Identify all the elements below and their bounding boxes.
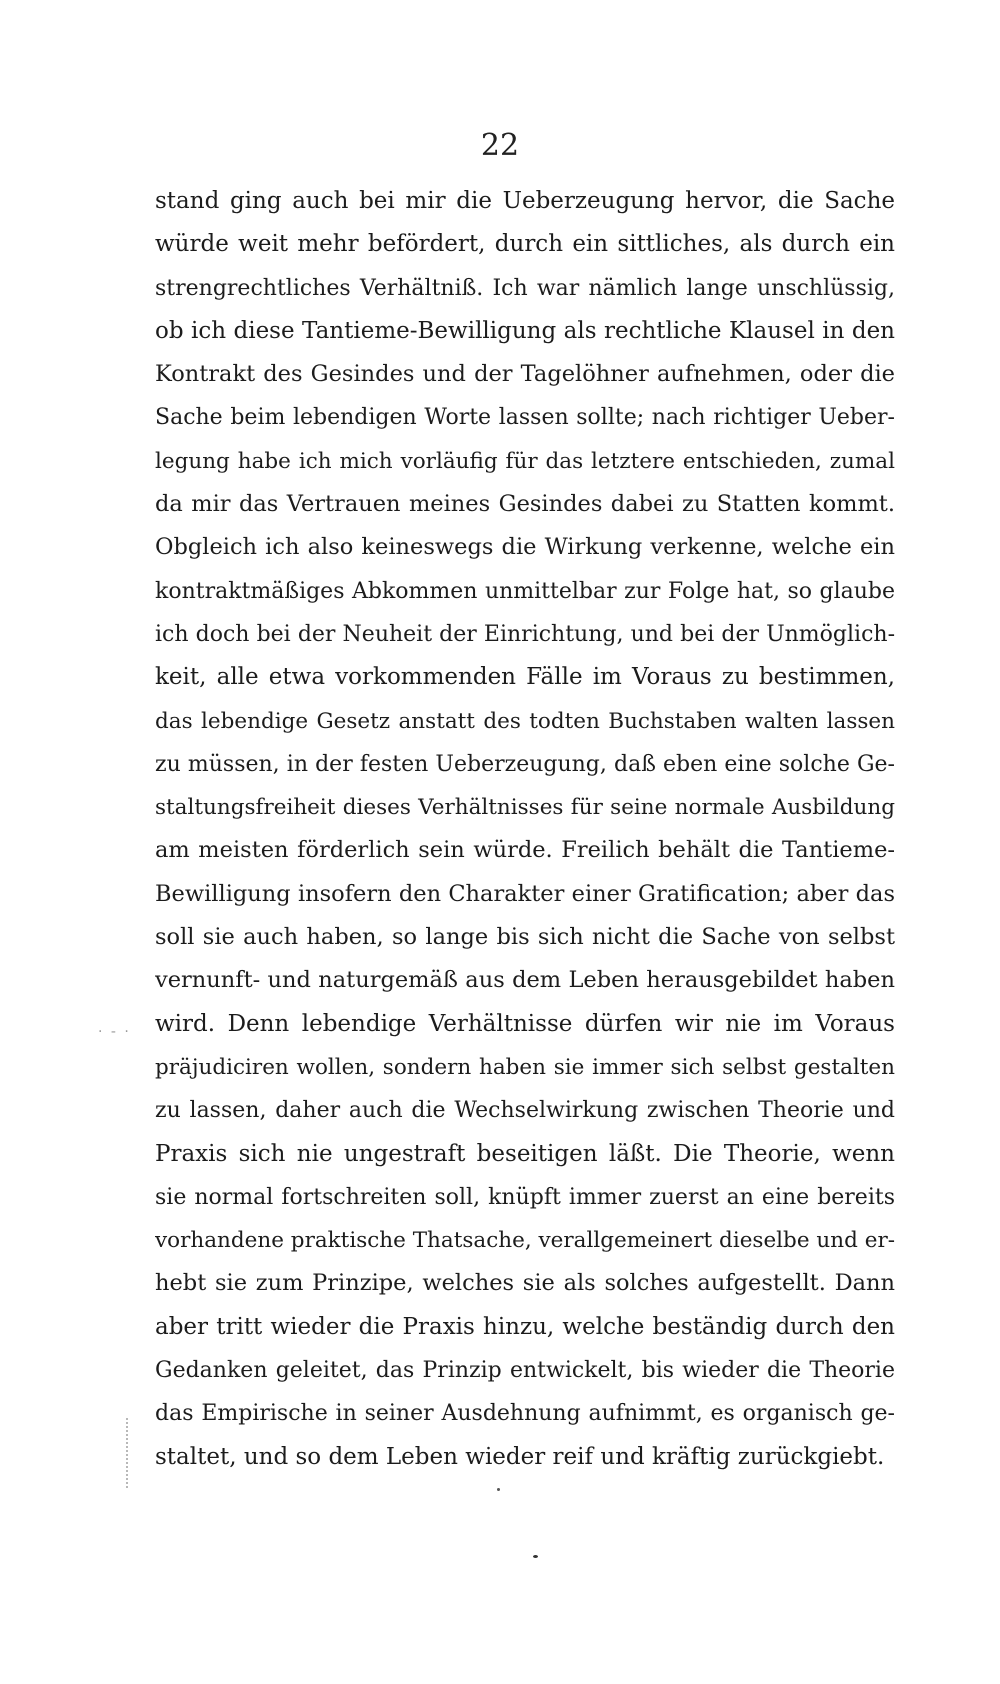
text-line: Sache beim lebendigen Worte lassen sollte; nach richtiger Ueber- <box>155 405 895 431</box>
text-line: würde weit mehr befördert, durch ein sittliches, als durch ein <box>155 231 895 258</box>
text-line: hebt sie zum Prinzipe, welches sie als solches aufgestellt. Dann <box>155 1270 895 1297</box>
text-line: wird. Denn lebendige Verhältnisse dürfen wir nie im Voraus <box>155 1010 895 1037</box>
text-line: stand ging auch bei mir die Ueberzeugung hervor, die Sache <box>155 188 895 214</box>
text-line: kontraktmäßiges Abkommen unmittelbar zur Folge hat, so glaube <box>155 578 895 604</box>
text-line: ob ich diese Tantieme-Bewilligung als rechtliche Klausel in den <box>155 317 895 344</box>
text-line: das lebendige Gesetz anstatt des todten Buchstaben walten lassen <box>155 708 895 734</box>
text-line: sie normal fortschreiten soll, knüpft immer zuerst an eine bereits <box>155 1184 895 1210</box>
ink-dot-mark <box>533 1555 538 1558</box>
text-line: soll sie auch haben, so lange bis sich nicht die Sache von selbst <box>155 924 895 951</box>
text-line: staltungsfreiheit dieses Verhältnisses für seine normale Ausbildung <box>155 795 895 821</box>
body-text <box>155 180 895 1479</box>
margin-dash-mark: · - · <box>98 1024 131 1040</box>
text-line: vernunft- und naturgemäß aus dem Leben herausgebildet haben <box>155 967 895 994</box>
margin-bar-mark <box>126 1418 130 1488</box>
text-line: das Empirische in seiner Ausdehnung aufnimmt, es organisch ge- <box>155 1401 895 1427</box>
text-line: Bewilligung insofern den Charakter einer Gratification; aber das <box>155 880 895 907</box>
text-line: präjudiciren wollen, sondern haben sie immer sich selbst gestalten <box>155 1054 895 1080</box>
text-line: vorhandene praktische Thatsache, verallgemeinert dieselbe und er- <box>155 1228 895 1254</box>
text-line: strengrechtliches Verhältniß. Ich war nämlich lange unschlüssig, <box>155 275 895 301</box>
text-line: aber tritt wieder die Praxis hinzu, welche beständig durch den <box>155 1313 895 1340</box>
text-line: Kontrakt des Gesindes und der Tagelöhner aufnehmen, oder die <box>155 361 895 388</box>
text-line: legung habe ich mich vorläufig für das letztere entschieden, zumal <box>155 448 895 474</box>
ink-dot-mark <box>497 1488 500 1491</box>
text-line: da mir das Vertrauen meines Gesindes dabei zu Statten kommt. <box>155 491 895 518</box>
text-line-last: staltet, und so dem Leben wieder reif und kräftig zurückgiebt. <box>155 1443 885 1470</box>
text-line: am meisten förderlich sein würde. Freilich behält die Tantieme- <box>155 837 895 864</box>
text-line: keit, alle etwa vorkommenden Fälle im Voraus zu bestimmen, <box>155 664 895 691</box>
text-line: Gedanken geleitet, das Prinzip entwickelt, bis wieder die Theorie <box>155 1358 895 1384</box>
text-line: zu lassen, daher auch die Wechselwirkung zwischen Theorie und <box>155 1098 895 1124</box>
text-line: ich doch bei der Neuheit der Einrichtung, und bei der Unmöglich- <box>155 621 895 647</box>
text-line: zu müssen, in der festen Ueberzeugung, daß eben eine solche Ge- <box>155 751 895 777</box>
text-line: Praxis sich nie ungestraft beseitigen läßt. Die Theorie, wenn <box>155 1140 895 1167</box>
text-line: Obgleich ich also keineswegs die Wirkung verkenne, welche ein <box>155 534 895 561</box>
page-number: 22 <box>480 128 520 163</box>
